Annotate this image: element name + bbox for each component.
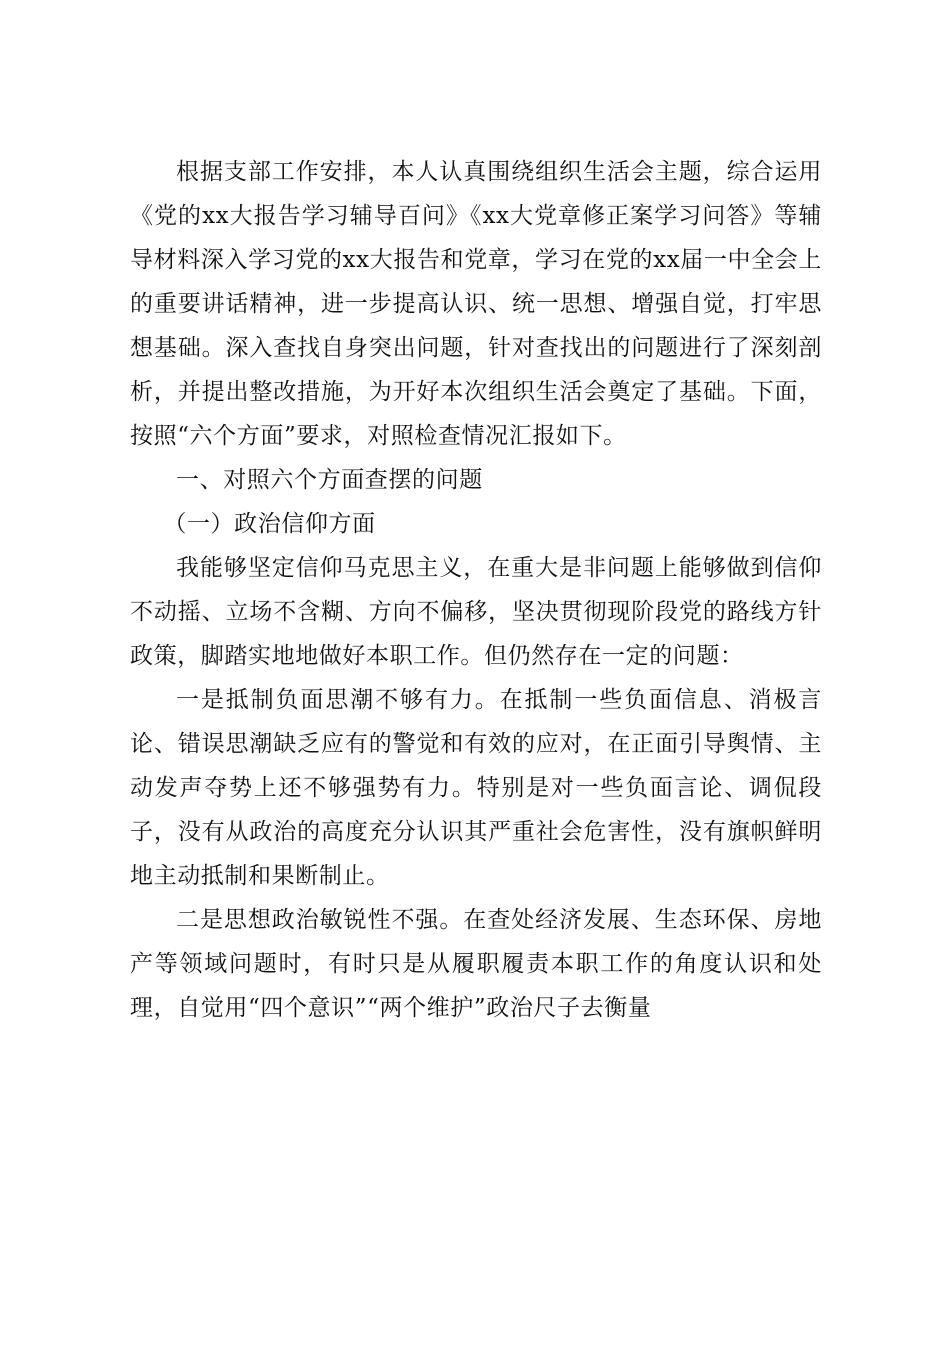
point-two-paragraph: 二是思想政治敏锐性不强。在查处经济发展、生态环保、房地产等领域问题时，有时只是从履职履责本职工作的角度认识和处理，自觉用“四个意识”“两个维护”政治尺子去衡量 bbox=[130, 907, 822, 1021]
political-belief-paragraph: 我能够坚定信仰马克思主义，在重大是非问题上能够做到信仰不动摇、立场不含糊、方向不偏移，坚决贯彻现阶段党的路线方针政策，脚踏实地地做好本职工作。但仍然存在一定的问题： bbox=[130, 555, 822, 669]
point-one-paragraph: 一是抵制负面思潮不够有力。在抵制一些负面信息、消极言论、错误思潮缺乏应有的警觉和有效的应对，在正面引导舆情、主动发声夺势上还不够强势有力。特别是对一些负面言论、调侃段子，没有从政治的高度充分认识其严重社会危害性，没有旗帜鲜明地主动抵制和果断制止。 bbox=[130, 687, 822, 889]
section-one-heading: 一、对照六个方面查摆的问题 bbox=[176, 467, 483, 493]
subsection-political-belief-heading: （一）政治信仰方面 bbox=[163, 511, 376, 537]
document-body bbox=[130, 150, 822, 1030]
intro-paragraph: 根据支部工作安排，本人认真围绕组织生活会主题，综合运用《党的xx大报告学习辅导百问》《xx大党章修正案学习问答》等辅导材料深入学习党的xx大报告和党章，学习在党的xx届一中全会上的重要讲话精神，进一步提高认识、统一思想、增强自觉，打牢思想基础。深入查找自身突出问题，针对查找出的问题进行了深刻剖析，并提出整改措施，为开好本次组织生活会奠定了基础。下面，按照“六个方面”要求，对照检查情况汇报如下。 bbox=[130, 159, 822, 449]
